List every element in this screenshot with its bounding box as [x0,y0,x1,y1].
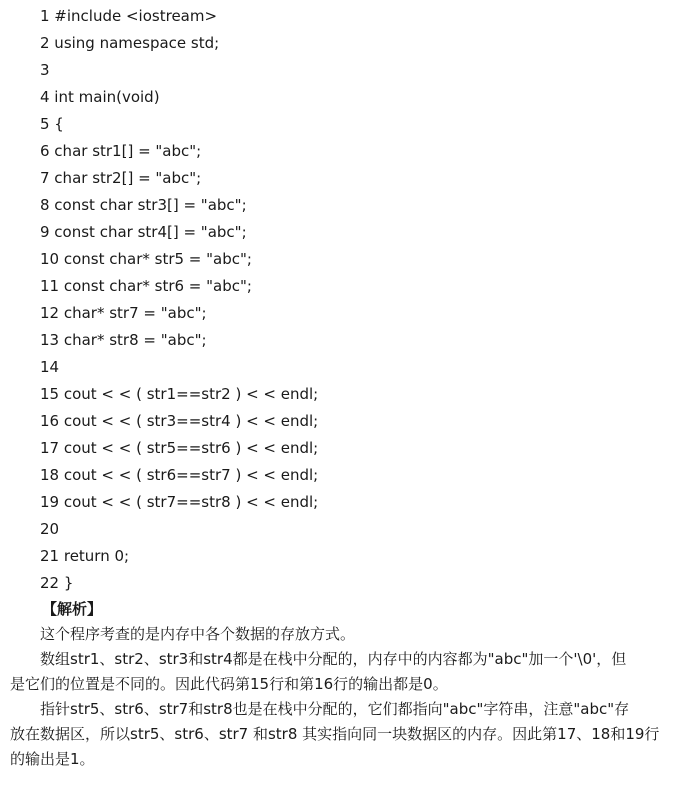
analysis-paragraph-3-line-3: 的输出是1。 [10,750,95,768]
code-line: 2 using namespace std; [40,34,220,52]
code-line: 4 int main(void) [40,88,160,106]
code-line: 16 cout < < ( str3==str4 ) < < endl; [40,412,319,430]
code-line: 14 [40,358,60,376]
analysis-paragraph-2-line-1: 数组str1、str2、str3和str4都是在栈中分配的，内存中的内容都为"abc"加一个'\0'，但 [40,650,627,668]
code-line: 3 [40,61,50,79]
code-line: 17 cout < < ( str5==str6 ) < < endl; [40,439,319,457]
code-line: 21 return 0; [40,547,130,565]
analysis-paragraph-3-line-1: 指针str5、str6、str7和str8也是在栈中分配的，它们都指向"abc"字符串，注意"abc"存 [40,700,630,718]
code-line: 19 cout < < ( str7==str8 ) < < endl; [40,493,319,511]
code-line: 20 [40,520,60,538]
analysis-paragraph-1: 这个程序考查的是内存中各个数据的存放方式。 [40,625,356,643]
code-line: 9 const char str4[] = "abc"; [40,223,247,241]
code-line: 13 char* str8 = "abc"; [40,331,207,349]
code-line: 12 char* str7 = "abc"; [40,304,207,322]
analysis-paragraph-2-line-2: 是它们的位置是不同的。因此代码第15行和第16行的输出都是0。 [10,675,448,693]
code-line: 22 } [40,574,74,592]
code-line: 7 char str2[] = "abc"; [40,169,202,187]
code-line: 5 { [40,115,64,133]
code-line: 18 cout < < ( str6==str7 ) < < endl; [40,466,319,484]
code-line: 1 #include <iostream> [40,7,218,25]
code-line: 15 cout < < ( str1==str2 ) < < endl; [40,385,319,403]
code-line: 6 char str1[] = "abc"; [40,142,202,160]
code-listing [40,3,318,597]
code-line: 10 const char* str5 = "abc"; [40,250,252,268]
analysis-paragraph-3-line-2: 放在数据区，所以str5、str6、str7 和str8 其实指向同一块数据区的内存。因此第17、18和19行 [10,725,660,743]
code-line: 11 const char* str6 = "abc"; [40,277,252,295]
code-line: 8 const char str3[] = "abc"; [40,196,247,214]
analysis-section [0,596,696,772]
analysis-title: 【解析】 [42,600,103,618]
